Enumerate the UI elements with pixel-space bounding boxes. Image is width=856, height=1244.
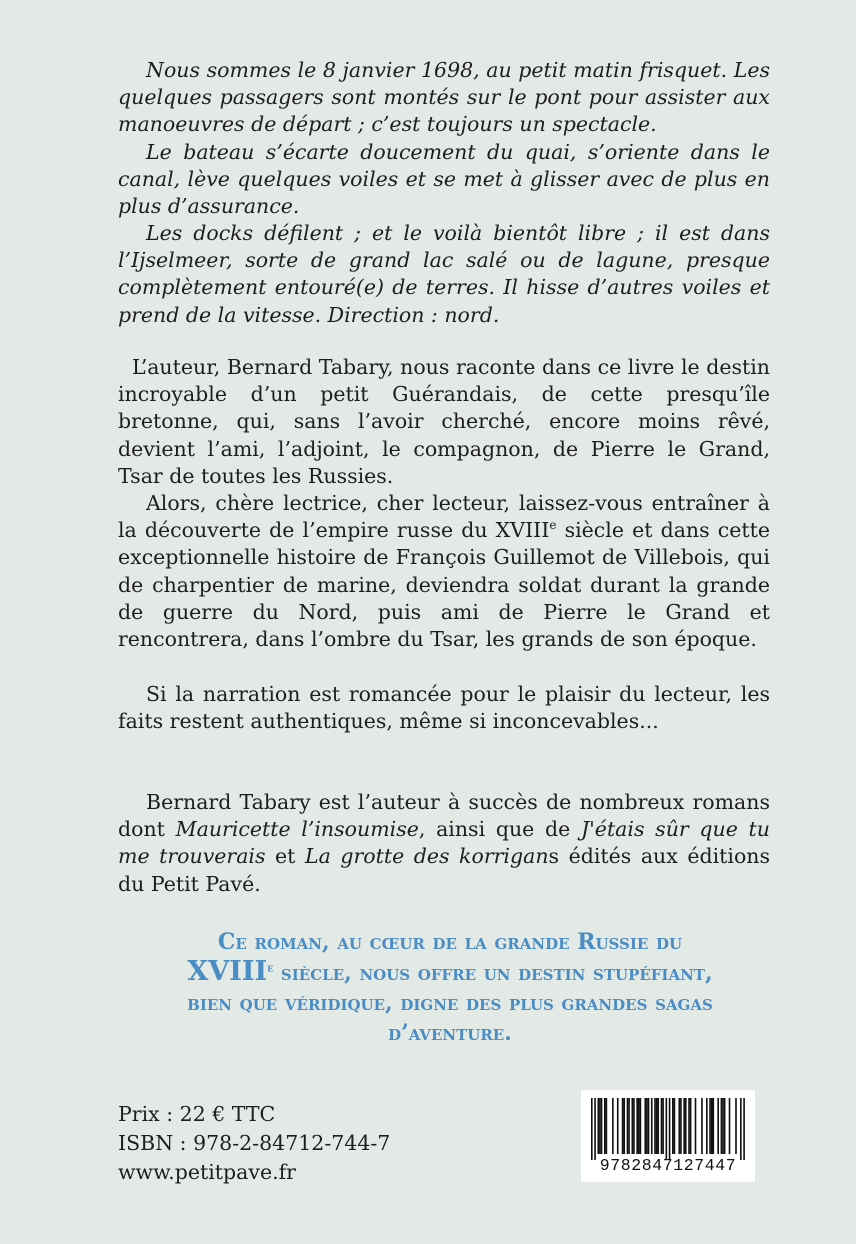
barcode-bar <box>636 1098 638 1154</box>
barcode-bar <box>591 1098 593 1160</box>
barcode-bar <box>717 1098 719 1154</box>
website: www.petitpave.fr <box>118 1160 296 1184</box>
barcode-bar <box>612 1098 614 1154</box>
barcode-bar <box>646 1098 648 1154</box>
barcode-bar <box>711 1098 713 1154</box>
barcode-bar <box>654 1098 656 1154</box>
barcode-bar <box>648 1098 650 1154</box>
barcode-bar <box>683 1098 685 1154</box>
summary-paragraph-1: L’auteur, Bernard Tabary, nous raconte dans ce livre le destin incroyable d’un petit Guérandais, de cette presqu’île bretonne, qui, sans l’avoir cherché, encore moins rêvé, devient l’ami, l’adjoint, le compagnon, de Pierre le Grand, Tsar de toutes les Russies. <box>118 355 770 488</box>
excerpt-paragraph-3: Les docks défilent ; et le voilà bientôt libre ; il est dans l’Ijselmeer, sorte de grand lac salé ou de lagune, presque complètement entouré(e) de terres. Il hisse d’autres voiles et prend de la vitesse. Direction : nord. <box>118 221 770 327</box>
book-title: Mauricette l’insoumise <box>175 817 419 842</box>
barcode-bar <box>606 1098 608 1154</box>
barcode-bar <box>735 1098 737 1154</box>
barcode-bar <box>695 1098 697 1154</box>
summary-paragraph-2: Alors, chère lectrice, cher lecteur, laissez-vous entraîner à la découverte de l’empire russe du XVIIIe siècle et dans cette exceptionnelle histoire de François Guillemot de Villebois, qui de charpentier de marine, deviendra soldat durant la grande de guerre du Nord, puis ami de Pierre le Grand et rencontrera, dans l’ombre du Tsar, les grands de son époque. <box>118 491 770 652</box>
barcode-bar <box>623 1098 625 1154</box>
barcode <box>581 1090 755 1182</box>
barcode-bar <box>721 1098 723 1154</box>
barcode-bar <box>657 1098 659 1154</box>
barcode-bar <box>633 1098 635 1154</box>
barcode-bar <box>662 1098 664 1154</box>
tagline: Ce roman, au cœur de la grande Russie du XVIIIe siècle, nous offre un destin stupéfiant, bien que véridique, digne des plus grandes sagas d’aventure. <box>187 929 713 1046</box>
barcode-bar <box>701 1098 703 1154</box>
barcode-bar <box>640 1098 642 1154</box>
barcode-bar <box>669 1098 671 1160</box>
barcode-bar <box>627 1098 629 1154</box>
barcode-bar <box>709 1098 711 1154</box>
excerpt-paragraph-2: Le bateau s’écarte doucement du quai, s’oriente dans le canal, lève quelques voiles et se met à glisser avec de plus en plus d’assurance. <box>118 140 770 219</box>
barcode-bar <box>713 1098 715 1154</box>
barcode-bar <box>666 1098 668 1160</box>
barcode-bar <box>656 1098 658 1154</box>
summary-paragraph-3: Si la narration est romancée pour le plaisir du lecteur, les faits restent authentiques, même si inconcevables... <box>118 682 770 734</box>
barcode-bar <box>724 1098 726 1154</box>
barcode-bar <box>680 1098 682 1154</box>
price: Prix : 22 € TTC <box>118 1102 276 1126</box>
barcode-bar <box>661 1098 663 1154</box>
isbn: ISBN : 978-2-84712-744-7 <box>118 1131 391 1155</box>
barcode-bar <box>678 1098 680 1154</box>
barcode-bar <box>604 1098 606 1154</box>
author-bio: Bernard Tabary est l’auteur à succès de nombreux romans dont Mauricette l’insoumise, ainsi que de J'étais sûr que tu me trouverais et La grotte des korrigans édités aux éditions du Petit Pavé. <box>118 790 771 896</box>
barcode-bar <box>628 1098 630 1154</box>
book-title: J'étais sûr que tu me trouverais <box>118 817 770 869</box>
barcode-bar <box>706 1098 708 1154</box>
barcode-bar <box>638 1098 640 1154</box>
barcode-bar <box>740 1098 742 1160</box>
barcode-bar <box>622 1098 624 1154</box>
barcode-bar <box>729 1098 731 1154</box>
barcode-bar <box>651 1098 653 1154</box>
barcode-bar <box>690 1098 692 1154</box>
barcode-bar <box>617 1098 619 1154</box>
barcode-bar <box>601 1098 603 1154</box>
barcode-bar <box>688 1098 690 1154</box>
barcode-bar <box>632 1098 634 1154</box>
barcode-bar <box>594 1098 596 1160</box>
book-title: La grotte des korrigan <box>304 844 549 869</box>
barcode-bar <box>674 1098 676 1154</box>
barcode-bar <box>685 1098 687 1154</box>
barcode-bar <box>722 1098 724 1154</box>
barcode-bar <box>743 1098 745 1160</box>
barcode-bar <box>597 1098 599 1154</box>
barcode-bar <box>599 1098 601 1154</box>
barcode-digits: 9782847127447 <box>599 1156 737 1175</box>
book-info <box>118 1100 390 1187</box>
barcode-bar <box>644 1098 646 1154</box>
excerpt-paragraph-1: Nous sommes le 8 janvier 1698, au petit matin frisquet. Les quelques passagers sont montés sur le pont pour assister aux manoeuvres de départ ; c’est toujours un spectacle. <box>118 58 770 137</box>
barcode-bar <box>672 1098 674 1154</box>
